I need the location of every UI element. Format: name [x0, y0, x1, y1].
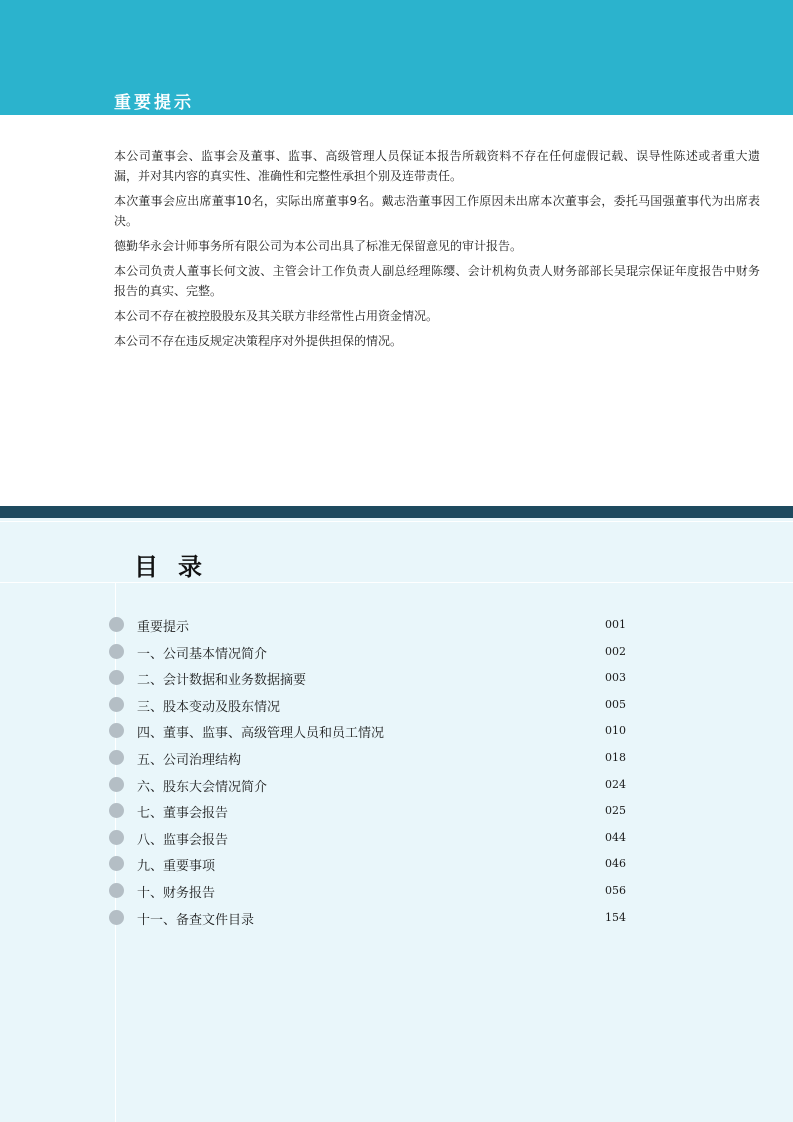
toc-item-page: 018	[605, 750, 626, 764]
bullet-icon	[109, 856, 124, 871]
notice-paragraph: 本公司负责人董事长何文波、主管会计工作负责人副总经理陈缨、会计机构负责人财务部部长吴琨宗保证年度报告中财务报告的真实、完整。	[114, 264, 760, 298]
toc-item-page: 001	[605, 618, 626, 631]
section-title: 重要提示	[114, 93, 194, 113]
toc-item[interactable]	[0, 776, 793, 803]
toc-item[interactable]	[0, 616, 793, 643]
important-notice	[114, 146, 760, 356]
toc-item-page: 003	[605, 671, 626, 685]
bullet-icon	[109, 910, 124, 925]
toc-item[interactable]	[0, 909, 793, 936]
toc-divider	[0, 582, 793, 583]
toc-item-label: 十一、备查文件目录	[137, 912, 255, 928]
toc-item[interactable]	[0, 669, 793, 696]
bullet-icon	[109, 617, 124, 632]
toc-item-page: 024	[605, 777, 626, 791]
bullet-icon	[109, 830, 124, 845]
toc-item-label: 六、股东大会情况简介	[137, 779, 268, 795]
notice-paragraph: 本公司董事会、监事会及董事、监事、高级管理人员保证本报告所载资料不存在任何虚假记载、误导性陈述或者重大遗漏，并对其内容的真实性、准确性和完整性承担个别及连带责任。	[114, 149, 760, 183]
toc-item-page: 044	[605, 830, 626, 844]
toc-item[interactable]	[0, 696, 793, 723]
toc-item[interactable]	[0, 643, 793, 670]
toc-item-label: 十、财务报告	[137, 885, 216, 901]
notice-paragraph: 德勤华永会计师事务所有限公司为本公司出具了标准无保留意见的审计报告。	[114, 239, 523, 253]
toc-item[interactable]	[0, 882, 793, 909]
divider-band	[0, 506, 793, 518]
notice-paragraph: 本次董事会应出席董事10名，实际出席董事9名。戴志浩董事因工作原因未出席本次董事会，委托马国强董事代为出席表决。	[114, 194, 760, 228]
toc-item-page: 005	[605, 697, 626, 711]
toc-item-page: 010	[605, 724, 626, 738]
toc-item-label: 五、公司治理结构	[137, 752, 242, 768]
bullet-icon	[109, 644, 124, 659]
toc-item-label: 三、股本变动及股东情况	[137, 699, 281, 715]
toc-item-label: 重要提示	[137, 620, 190, 635]
toc-item-label: 七、董事会报告	[137, 806, 229, 822]
notice-paragraph: 本公司不存在被控股股东及其关联方非经常性占用资金情况。	[114, 309, 439, 323]
bullet-icon	[109, 697, 124, 712]
toc-item[interactable]	[0, 855, 793, 882]
toc-item[interactable]	[0, 749, 793, 776]
toc-item-label: 八、监事会报告	[137, 832, 229, 848]
toc-divider	[0, 521, 793, 522]
toc-item-label: 二、会计数据和业务数据摘要	[137, 673, 307, 689]
bullet-icon	[109, 750, 124, 765]
toc-item-page: 056	[605, 883, 626, 897]
bullet-icon	[109, 883, 124, 898]
bullet-icon	[109, 777, 124, 792]
toc-item-label: 九、重要事项	[137, 859, 216, 875]
bullet-icon	[109, 723, 124, 738]
toc-title: 目录	[134, 553, 222, 581]
bullet-icon	[109, 670, 124, 685]
table-of-contents	[0, 616, 793, 935]
toc-item-page: 046	[605, 857, 626, 871]
toc-item[interactable]	[0, 802, 793, 829]
toc-item[interactable]	[0, 829, 793, 856]
toc-item-page: 025	[605, 804, 626, 818]
toc-item[interactable]	[0, 722, 793, 749]
toc-item-label: 四、董事、监事、高级管理人员和员工情况	[137, 726, 385, 742]
bullet-icon	[109, 803, 124, 818]
toc-item-page: 154	[605, 910, 626, 924]
notice-paragraph: 本公司不存在违反规定决策程序对外提供担保的情况。	[114, 334, 403, 348]
toc-item-label: 一、公司基本情况简介	[137, 646, 268, 662]
toc-item-page: 002	[605, 644, 626, 658]
